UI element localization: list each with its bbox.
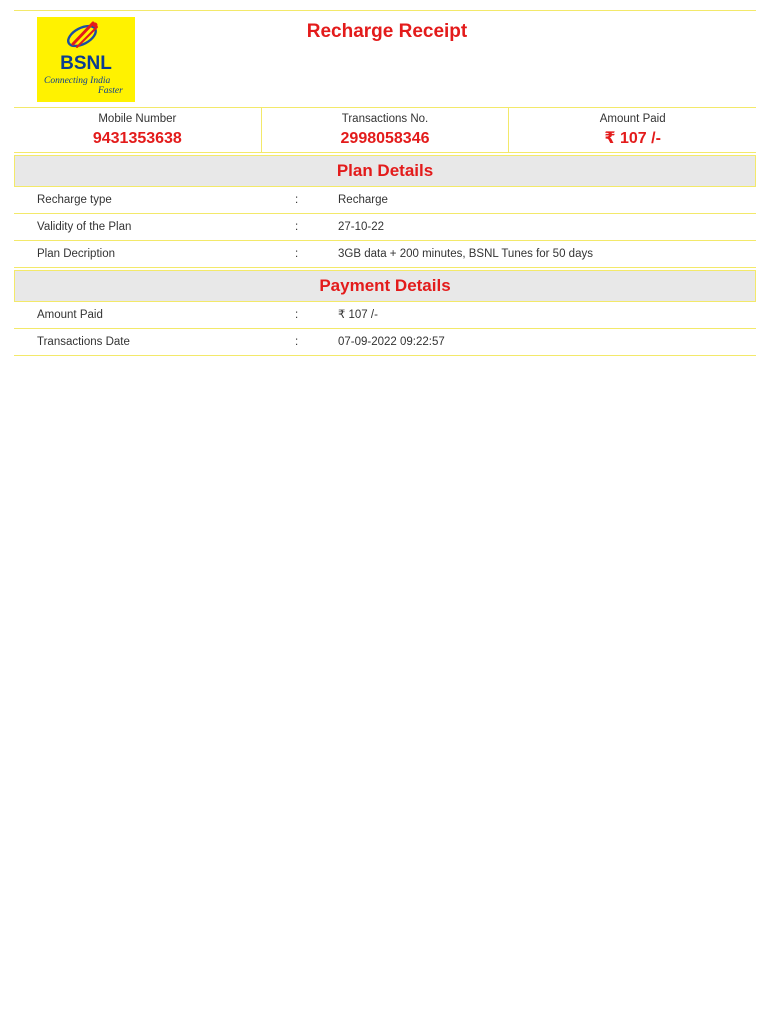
row-value: 07-09-2022 09:22:57 [338, 336, 445, 348]
summary-amount [508, 108, 756, 152]
payment-row-amount [14, 302, 756, 329]
payment-details-heading: Payment Details [14, 270, 756, 302]
row-separator: : [295, 194, 299, 206]
amount-value: ₹ 107 /- [604, 130, 661, 147]
payment-row-date [14, 329, 756, 356]
row-label: Recharge type [37, 194, 112, 206]
plan-row-recharge-type [14, 187, 756, 214]
row-label: Transactions Date [37, 336, 130, 348]
plan-row-description [14, 241, 756, 268]
row-separator: : [295, 221, 299, 233]
plan-row-validity [14, 214, 756, 241]
summary-bar [14, 108, 756, 153]
mobile-value: 9431353638 [92, 130, 182, 147]
row-value: Recharge [338, 194, 388, 206]
row-separator: : [295, 248, 299, 260]
plan-details-heading: Plan Details [14, 155, 756, 187]
summary-mobile [14, 108, 261, 152]
receipt-header [14, 11, 756, 108]
row-separator: : [295, 336, 299, 348]
row-value: 3GB data + 200 minutes, BSNL Tunes for 50 days [338, 248, 593, 260]
row-label: Amount Paid [37, 309, 103, 321]
recharge-receipt [14, 10, 756, 356]
row-value: ₹ 107 /- [338, 309, 378, 321]
page-title: Recharge Receipt [306, 21, 468, 42]
logo-wordmark: BSNL [60, 53, 112, 74]
mobile-label: Mobile Number [98, 113, 177, 125]
row-value: 27-10-22 [338, 221, 385, 233]
amount-label: Amount Paid [599, 113, 666, 125]
logo-tagline-1: Connecting India [44, 76, 111, 86]
row-label: Plan Decription [37, 248, 115, 260]
logo-tagline-2: Faster [98, 86, 123, 96]
transaction-label: Transactions No. [341, 113, 429, 125]
row-label: Validity of the Plan [37, 221, 132, 233]
row-separator: : [295, 309, 299, 321]
transaction-value: 2998058346 [340, 130, 430, 147]
summary-transaction [261, 108, 509, 152]
